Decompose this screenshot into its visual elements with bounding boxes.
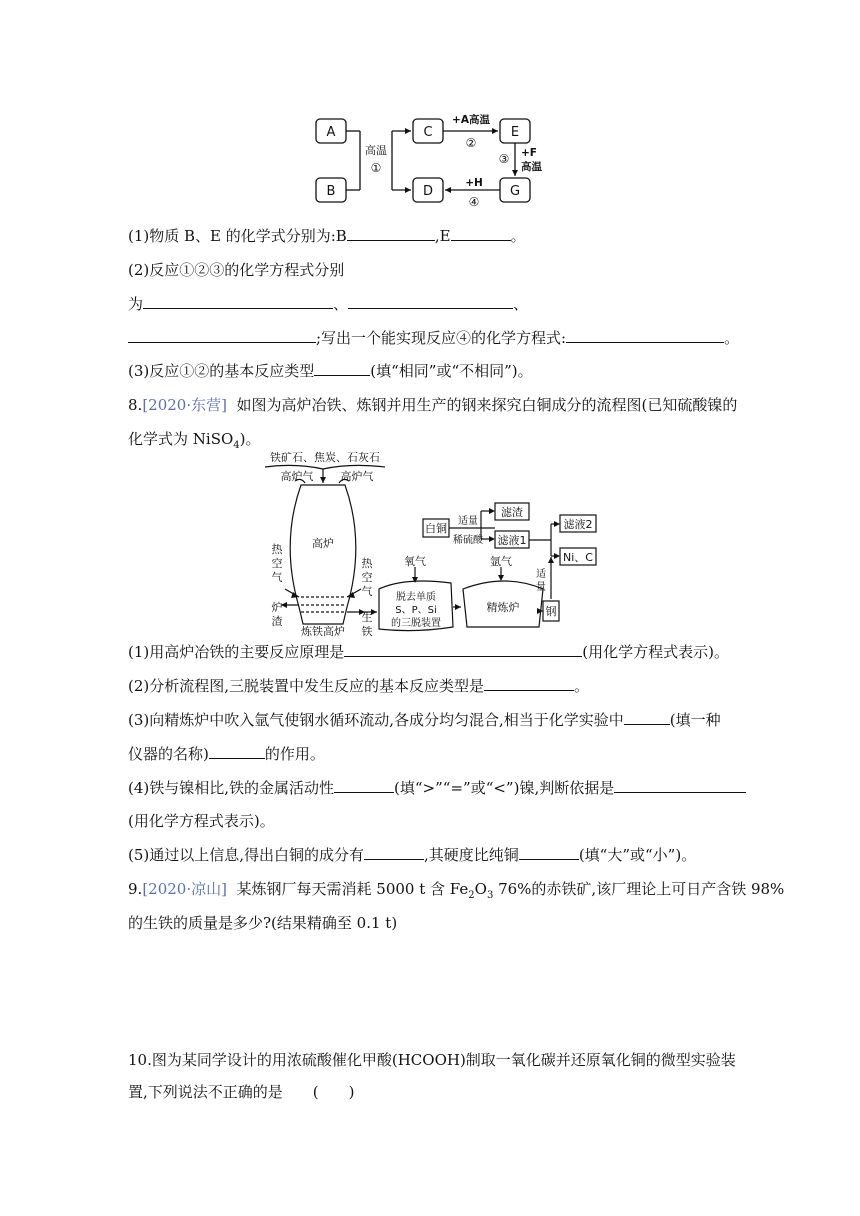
answer-blank[interactable] — [519, 844, 579, 860]
q10-line2 — [128, 1081, 736, 1103]
q8-stem-text: 如图为高炉冶铁、炼钢并用生产的钢来探究白铜成分的流程图(已知硫酸镍的 — [236, 396, 738, 414]
q8-part1 — [128, 641, 736, 663]
q8-source: [2020·东营] — [142, 396, 227, 414]
q10-line1 — [128, 1049, 736, 1071]
gas-left-label: 高炉气 — [280, 470, 314, 483]
three-off-line2: S、P、Si — [395, 605, 437, 616]
q8-part4-hint: (填“>”“=”或“<”)镍,判断依据是 — [394, 779, 615, 797]
amount-label-2: 量 — [536, 582, 546, 593]
reaction1-number: ① — [370, 161, 382, 175]
acid-amount-label: 适量 — [458, 516, 478, 527]
q8-stem-line1 — [128, 394, 736, 416]
q8-part2 — [128, 675, 736, 697]
q8-stem-line2 — [128, 428, 736, 450]
answer-blank[interactable] — [209, 743, 265, 759]
answer-blank[interactable] — [364, 844, 424, 860]
q8-part5-hint: (填“大”或“小”)。 — [578, 846, 697, 864]
reaction-flow-diagram — [310, 110, 560, 210]
iron-furnace-label: 炼铁高炉 — [301, 625, 345, 638]
iron-steel-flowchart — [255, 449, 600, 639]
q8-part4-line1 — [128, 777, 736, 799]
hot-air-right-2: 空 — [361, 571, 373, 584]
q7-part1-mid: ,E — [434, 227, 451, 245]
q7-part3 — [128, 360, 736, 382]
q9-line1 — [128, 878, 785, 901]
q7-part1-end: 。 — [510, 227, 526, 245]
q7-part2-text: (2)反应①②③的化学方程式分别 — [128, 261, 345, 279]
q9-text-pre: 某炼钢厂每天需消耗 5000 t 含 Fe — [236, 880, 469, 898]
answer-blank[interactable] — [451, 225, 511, 241]
reaction1-condition: 高温 — [365, 144, 387, 157]
slag-label-2: 渣 — [271, 615, 283, 628]
pig-iron-label-2: 铁 — [361, 625, 373, 638]
reaction2-number: ② — [465, 136, 477, 150]
q9-number: 9. — [128, 880, 143, 898]
q8-part4-line2-text: (用化学方程式表示)。 — [128, 812, 275, 830]
ni-c-label: Ni、C — [563, 551, 593, 564]
reaction3-condition: 高温 — [521, 161, 542, 173]
slag-label-1: 炉 — [271, 601, 283, 614]
q9-line2-text: 的生铁的质量是多少?(结果精确至 0.1 t) — [128, 914, 398, 932]
answer-blank[interactable] — [143, 293, 333, 309]
q7-part2-wei: 为 — [128, 295, 144, 313]
q7-part1-text: (1)物质 B、E 的化学式分别为:B — [128, 227, 347, 245]
argon-label: 氩气 — [490, 555, 512, 568]
reaction4-number: ④ — [468, 195, 480, 209]
q9-text-post: 76%的赤铁矿,该厂理论上可日产含铁 98% — [493, 880, 785, 898]
answer-blank[interactable] — [334, 777, 394, 793]
q8-part1-hint: (用化学方程式表示)。 — [582, 643, 729, 661]
q8-part3-line1 — [128, 709, 736, 731]
hot-air-left-2: 空 — [271, 557, 283, 570]
q8-part3-line2-end: 的作用。 — [264, 745, 325, 763]
acid-label: 稀硫酸 — [453, 535, 483, 546]
node-c-label: C — [423, 125, 433, 140]
q7-part3-text: (3)反应①②的基本反应类型 — [128, 362, 315, 380]
hot-air-right-3: 气 — [361, 585, 373, 598]
pig-iron-label-1: 生 — [361, 611, 373, 624]
node-b-label: B — [326, 184, 336, 199]
q8-part5-mid: ,其硬度比纯铜 — [424, 846, 519, 864]
separator: 、 — [513, 295, 529, 313]
q8-part3-hint: (填一种 — [669, 711, 721, 729]
q9-text-o: O — [474, 880, 487, 898]
reaction2-condition: +A高温 — [452, 114, 490, 126]
q9-line2 — [128, 912, 736, 934]
q8-part4-text: (4)铁与镍相比,铁的金属活动性 — [128, 779, 335, 797]
hot-air-right-1: 热 — [361, 557, 373, 570]
subscript: 3 — [486, 890, 494, 901]
node-a-label: A — [326, 125, 336, 140]
q8-part5 — [128, 844, 736, 866]
q8-part4-line2 — [128, 810, 736, 832]
steel-label: 钢 — [545, 605, 557, 618]
q8-part3-line2-text: 仪器的名称) — [128, 745, 209, 763]
reaction3-number: ③ — [498, 152, 510, 166]
answer-blank[interactable] — [614, 777, 746, 793]
q8-part3-line2 — [128, 743, 736, 765]
q10-line2-text: 置,下列说法不正确的是 ( ) — [128, 1083, 355, 1101]
amount-label-1: 适 — [536, 569, 546, 580]
answer-blank[interactable] — [484, 675, 574, 691]
q7-part3-hint: (填“相同”或“不相同”)。 — [370, 362, 533, 380]
q8-part2-end: 。 — [574, 677, 590, 695]
oxygen-label: 氧气 — [404, 555, 426, 568]
three-off-line1: 脱去单质 — [396, 592, 436, 603]
q7-part2-line1 — [128, 259, 736, 281]
subscript: 2 — [468, 890, 475, 901]
hot-air-left-3: 气 — [271, 571, 283, 584]
node-d-label: D — [422, 184, 434, 199]
separator: 、 — [333, 295, 349, 313]
furnace-label: 高炉 — [312, 537, 334, 550]
q7-part1 — [128, 225, 736, 247]
node-g-label: G — [509, 184, 521, 199]
q7-part2-line2 — [128, 293, 736, 315]
white-copper-label: 白铜 — [425, 522, 447, 535]
q7-part2-prompt: ;写出一个能实现反应④的化学方程式: — [316, 329, 567, 347]
q8-number: 8. — [128, 396, 143, 414]
q8-part3-text: (3)向精炼炉中吹入氩气使钢水循环流动,各成分均匀混合,相当于化学实验中 — [128, 711, 624, 729]
refiner-label: 精炼炉 — [486, 601, 520, 614]
q7-part2-line3 — [128, 327, 740, 349]
q9-source: [2020·凉山] — [142, 880, 227, 898]
filtrate2-label: 滤液2 — [563, 518, 593, 531]
answer-blank[interactable] — [128, 327, 316, 343]
answer-blank[interactable] — [348, 293, 513, 309]
raw-materials-label: 铁矿石、焦炭、石灰石 — [270, 451, 380, 464]
q8-part5-text: (5)通过以上信息,得出白铜的成分有 — [128, 846, 365, 864]
hot-air-left-1: 热 — [271, 543, 283, 556]
answer-blank[interactable] — [347, 225, 435, 241]
subscript: 4 — [233, 440, 240, 451]
q8-formula-text: 化学式为 NiSO — [128, 430, 234, 448]
q8-part1-text: (1)用高炉冶铁的主要反应原理是 — [128, 643, 345, 661]
answer-blank[interactable] — [314, 360, 370, 376]
node-e-label: E — [510, 125, 520, 140]
q8-stem-end: )。 — [239, 430, 261, 448]
q10-line1-text: 10.图为某同学设计的用浓硫酸催化甲酸(HCOOH)制取一氧化碳并还原氧化铜的微型实验装 — [128, 1051, 736, 1069]
filtrate1-label: 滤液1 — [497, 534, 527, 547]
three-off-line3: 的三脱装置 — [391, 618, 441, 629]
reaction4-reagent: +H — [465, 177, 483, 189]
answer-blank[interactable] — [624, 709, 670, 725]
q8-part2-text: (2)分析流程图,三脱装置中发生反应的基本反应类型是 — [128, 677, 485, 695]
answer-blank[interactable] — [344, 641, 582, 657]
gas-right-label: 高炉气 — [340, 470, 374, 483]
residue-label: 滤渣 — [501, 506, 523, 519]
q7-part2-end: 。 — [724, 329, 740, 347]
reaction3-reagent: +F — [521, 147, 537, 159]
answer-blank[interactable] — [566, 327, 724, 343]
